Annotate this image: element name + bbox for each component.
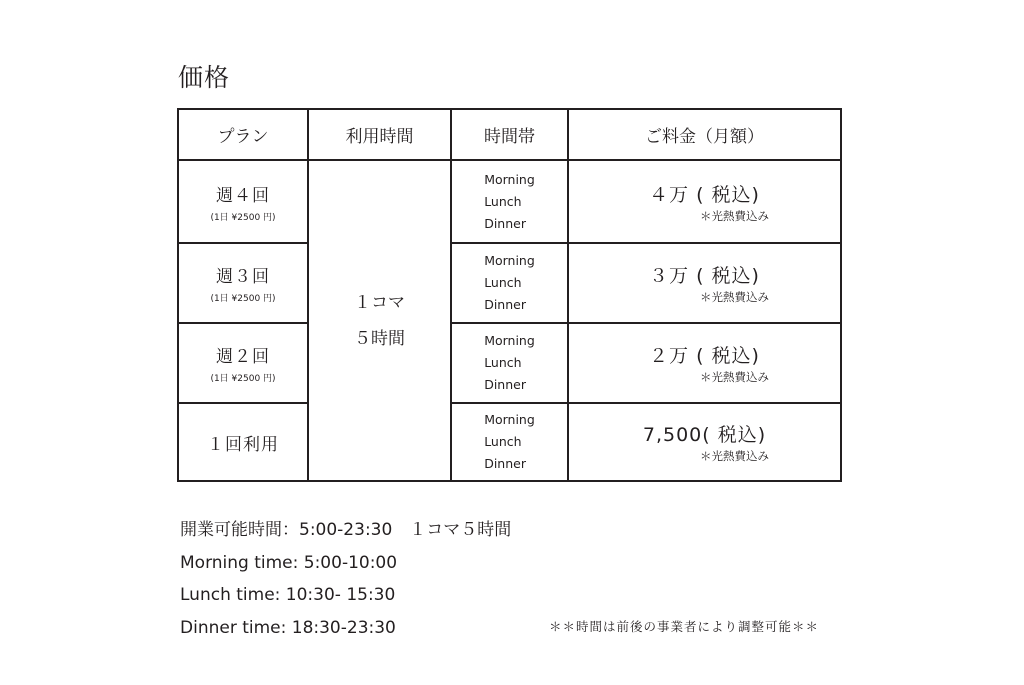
plan-name: 週３回: [216, 267, 270, 287]
fee-cell: [568, 323, 841, 403]
time-band-item: Lunch: [484, 355, 522, 370]
plan-name: 週４回: [216, 185, 270, 206]
plan-cell: [178, 403, 308, 481]
time-band-cell: [451, 403, 568, 481]
time-band-item: Morning: [484, 253, 535, 268]
time-band-cell: [451, 323, 568, 403]
table-row: [178, 323, 841, 403]
time-band-item: Lunch: [484, 434, 522, 449]
plan-name: １回利用: [207, 434, 279, 455]
table-header-row: [178, 109, 841, 160]
header-plan: プラン: [178, 109, 308, 160]
fee-note: ＊光熱費込み: [700, 208, 769, 223]
plan-note: (1日 ¥2500 円): [210, 374, 276, 384]
usage-time-line: ５時間: [354, 328, 405, 349]
time-band-cell: [451, 243, 568, 323]
time-band-item: Lunch: [484, 193, 522, 209]
dinner-time: Dinner time: 18:30-23:30: [180, 617, 396, 638]
time-band-item: Morning: [484, 412, 535, 427]
time-band-item: Lunch: [484, 275, 522, 290]
fee-amount: 7,500( 税込): [642, 424, 767, 446]
fee-cell: [568, 160, 841, 243]
price-table: [177, 108, 842, 482]
time-band-item: Dinner: [484, 297, 526, 312]
plan-cell: [178, 323, 308, 403]
header-time-band: 時間帯: [451, 109, 568, 160]
usage-time-cell: [308, 160, 451, 481]
time-band-item: Dinner: [484, 456, 526, 471]
header-usage-time: 利用時間: [308, 109, 451, 160]
usage-time-line: １コマ: [354, 292, 405, 313]
fee-note: ＊光熱費込み: [700, 290, 769, 304]
morning-time: Morning time: 5:00-10:00: [180, 552, 398, 573]
time-band-item: Morning: [484, 333, 535, 348]
plan-cell: [178, 243, 308, 323]
fee-cell: [568, 403, 841, 481]
fee-note: ＊光熱費込み: [700, 370, 769, 384]
time-band-item: Morning: [484, 171, 535, 187]
fee-cell: [568, 243, 841, 323]
page-title: 価格: [178, 63, 231, 92]
plan-name: 週２回: [216, 347, 270, 367]
fee-amount: ４万 ( 税込): [649, 183, 760, 206]
business-hours: 開業可能時間：5:00-23:30 １コマ５時間: [180, 520, 512, 540]
table-row: [178, 403, 841, 481]
time-band-item: Dinner: [484, 377, 526, 392]
plan-note: (1日 ¥2500 円): [210, 212, 276, 223]
fee-note: ＊光熱費込み: [700, 449, 769, 463]
plan-cell: [178, 160, 308, 243]
lunch-time: Lunch time: 10:30- 15:30: [180, 585, 396, 605]
table-row: [178, 243, 841, 323]
schedule-info: [180, 518, 511, 648]
adjustment-note: ＊＊時間は前後の事業者により調整可能＊＊: [549, 619, 820, 634]
fee-amount: ２万 ( 税込): [649, 345, 760, 367]
header-monthly-fee: ご料金（月額）: [568, 109, 841, 160]
time-band-cell: [451, 160, 568, 243]
plan-note: (1日 ¥2500 円): [210, 294, 276, 304]
fee-amount: ３万 ( 税込): [649, 265, 760, 287]
table-row: [178, 160, 841, 243]
time-band-item: Dinner: [484, 215, 526, 231]
